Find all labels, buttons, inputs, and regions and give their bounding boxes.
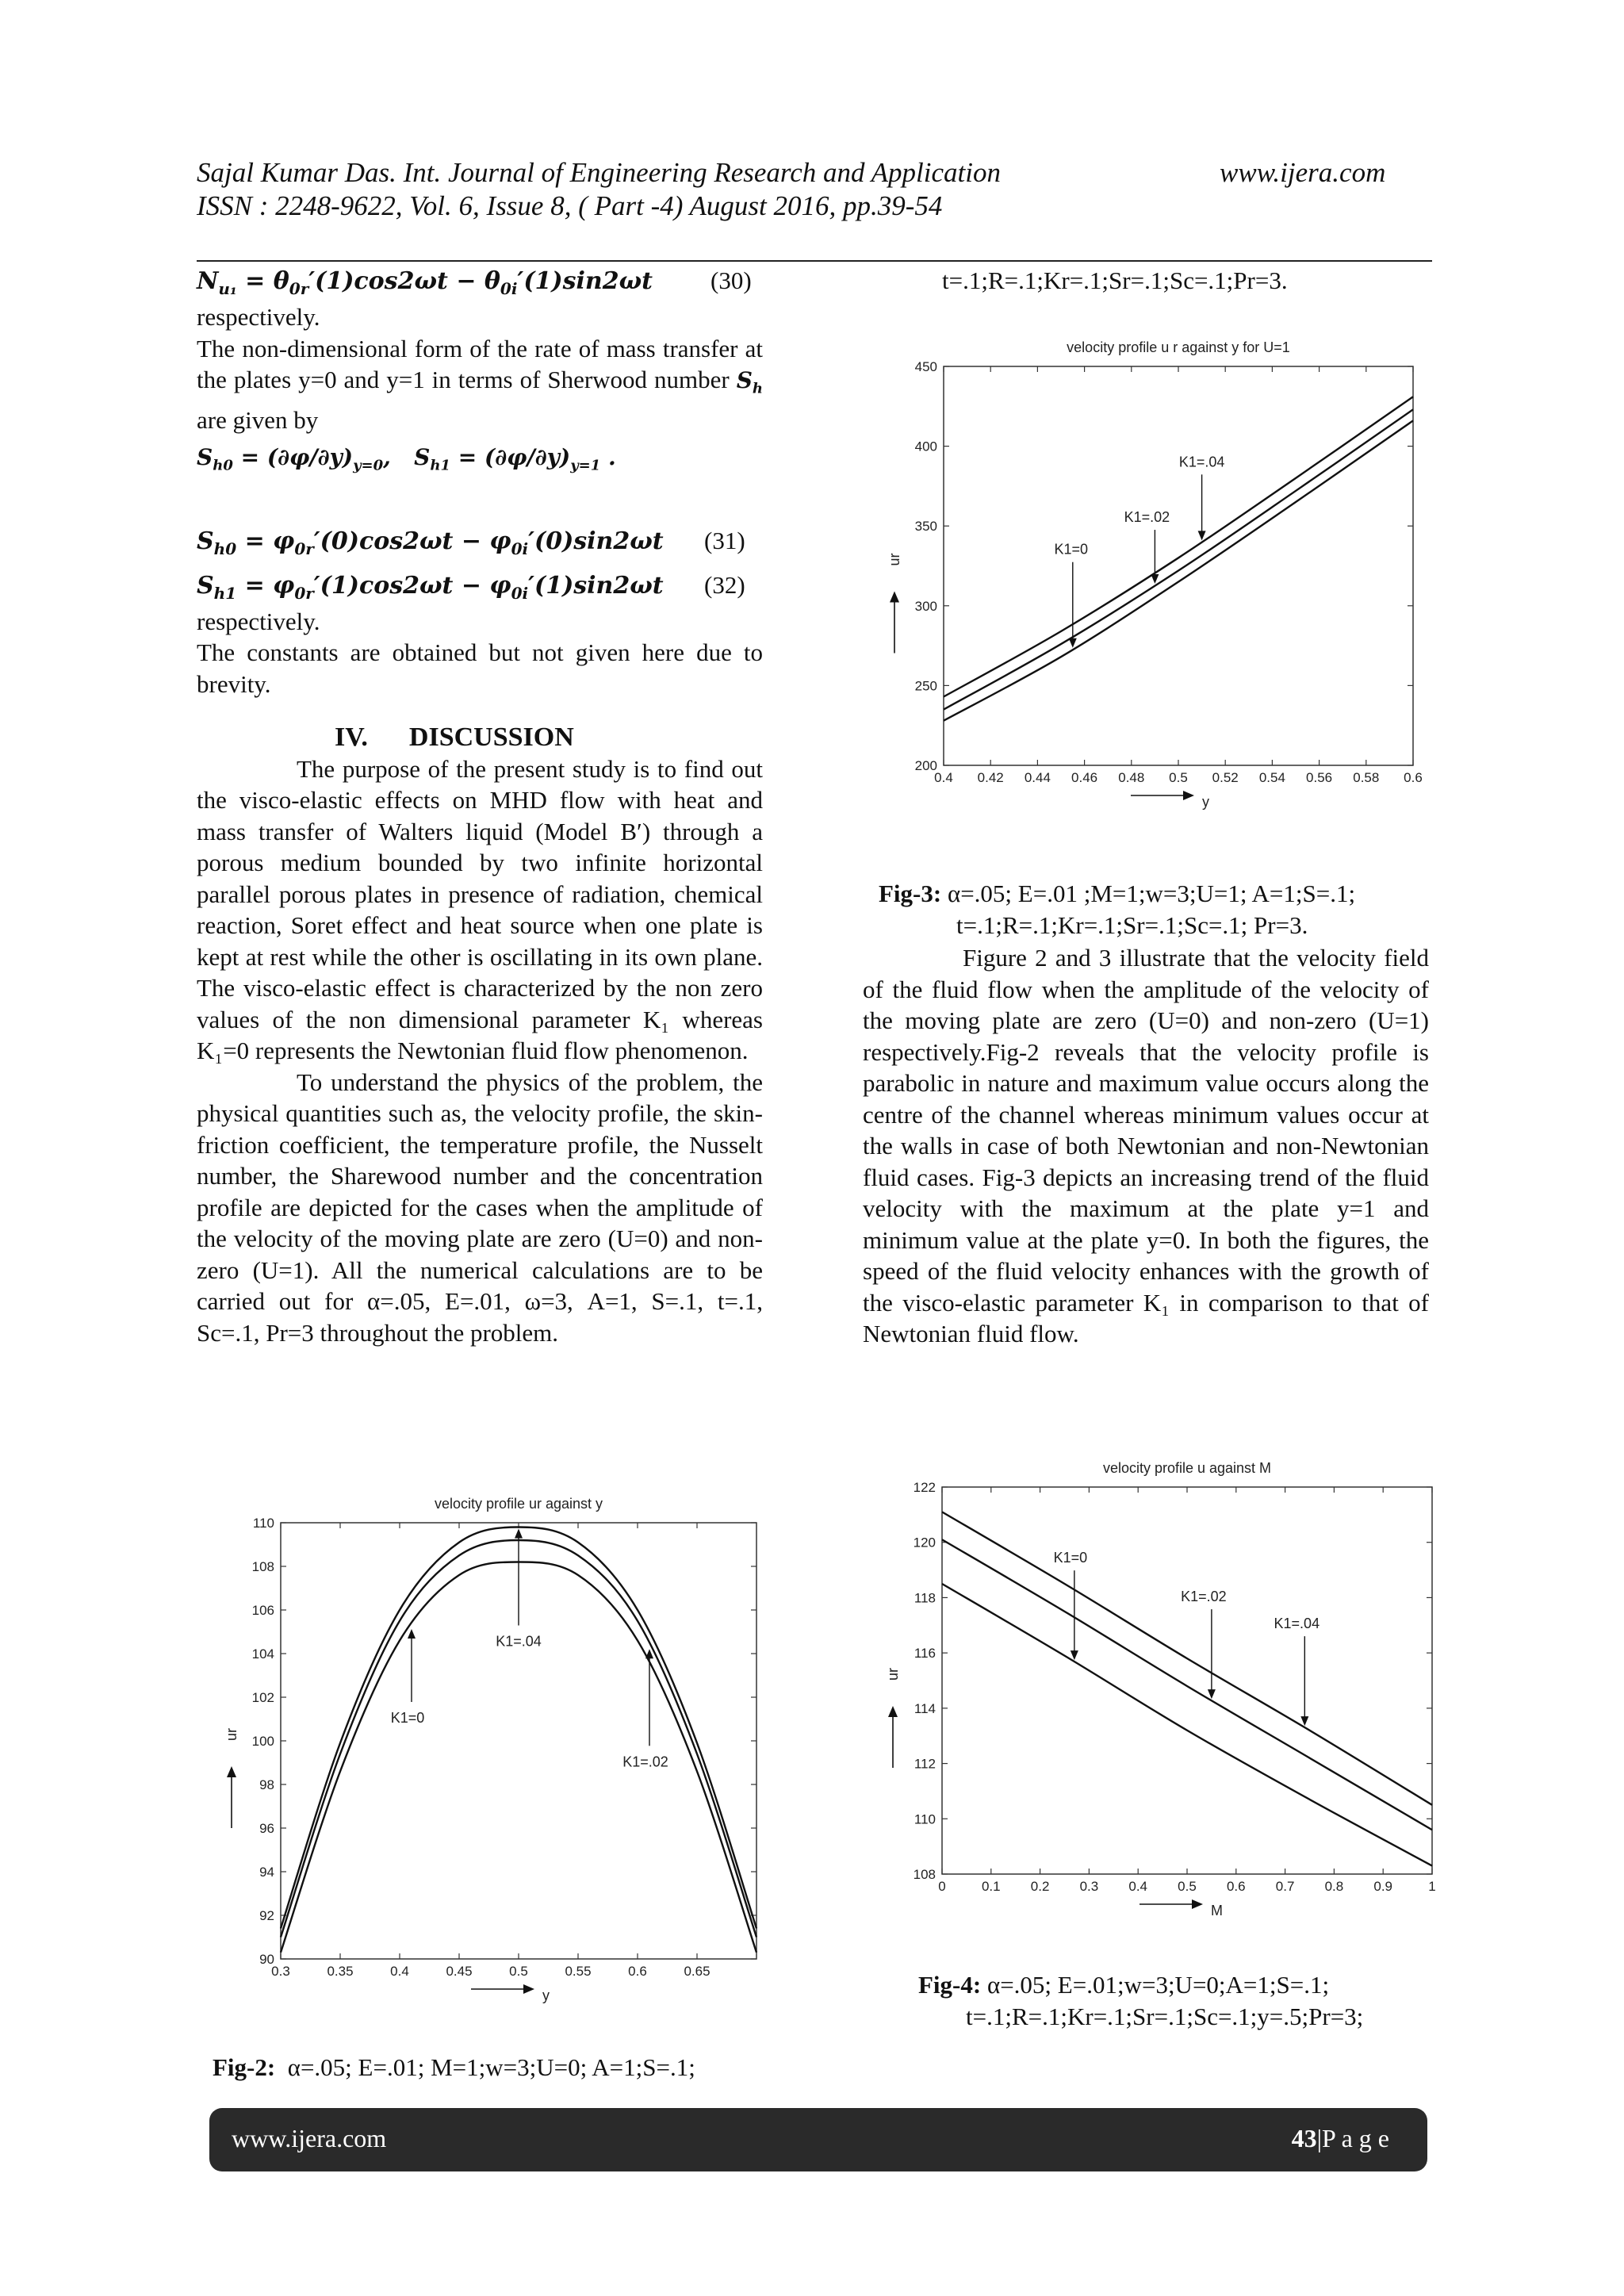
y-tick-label: 108 xyxy=(251,1559,274,1574)
footer-website[interactable]: www.ijera.com xyxy=(232,2124,387,2152)
respectively-2: respectively. xyxy=(197,607,320,635)
y-tick-label: 114 xyxy=(914,1700,936,1716)
y-tick-label: 108 xyxy=(913,1867,936,1882)
x-axis-label: y xyxy=(542,1987,550,2003)
y-tick-label: 98 xyxy=(259,1777,274,1792)
x-tick-label: 0.45 xyxy=(446,1964,473,1979)
x-tick-label: 0.8 xyxy=(1324,1879,1344,1894)
eq32-number: (32) xyxy=(704,570,745,599)
chart-title: velocity profile u r against y for U=1 xyxy=(1067,339,1290,355)
annotation-label: K1=.04 xyxy=(1274,1616,1320,1632)
y-tick-label: 200 xyxy=(914,758,937,773)
x-tick-label: 0.35 xyxy=(327,1964,354,1979)
eq31-number: (31) xyxy=(704,526,745,554)
fig4-chart xyxy=(879,1443,1450,1967)
annotation-label: K1=.04 xyxy=(1178,454,1225,470)
x-tick-label: 0.56 xyxy=(1306,770,1333,785)
y-tick-label: 94 xyxy=(259,1865,274,1880)
page-footer xyxy=(209,2108,1427,2171)
y-tick-label: 450 xyxy=(914,359,937,374)
x-tick-label: 0.44 xyxy=(1024,770,1051,785)
x-tick-label: 0.54 xyxy=(1258,770,1285,785)
x-tick-label: 0.42 xyxy=(977,770,1004,785)
constants-note: The constants are obtained but not given here due to brevity. xyxy=(197,638,763,698)
discussion-paragraph-2: To understand the physics of the problem, the physical quantities such as, the velocity profile, the skin-friction coefficient, the temperature profile, the Nusselt number, the Sharewood number and the concentration profile are depicted for the cases when the amplitude of the velocity of the moving plate are zero (U=0) and non-zero (U=1). All the numerical calculations are to be carried out for α=.05, E=.01, ω=3, A=1, S=.1, t=.1, Sc=.1, Pr=3 throughout the problem. xyxy=(197,1068,763,1347)
y-tick-label: 106 xyxy=(251,1603,274,1618)
x-tick-label: 1 xyxy=(1428,1879,1436,1894)
equation-31 xyxy=(197,525,763,569)
y-tick-label: 90 xyxy=(259,1952,274,1967)
x-tick-label: 0.5 xyxy=(1169,770,1188,785)
x-tick-label: 0.52 xyxy=(1212,770,1239,785)
y-axis-label: ur xyxy=(885,1667,901,1681)
x-tick-label: 0.48 xyxy=(1118,770,1145,785)
x-tick-label: 0.3 xyxy=(1079,1879,1099,1894)
x-tick-label: 0.3 xyxy=(271,1964,290,1979)
equation-30 xyxy=(197,265,763,301)
x-tick-label: 0.6 xyxy=(1226,1879,1246,1894)
x-axis-arrowhead xyxy=(523,1984,534,1994)
plot-frame xyxy=(942,1487,1432,1874)
sh0-formula: $S_{h0} = \varphi_{0r}'(0)\cos 2\omega t - \varphi_{0i}'(0)\sin 2\omega t$ xyxy=(197,527,664,558)
y-tick-label: 350 xyxy=(914,519,937,535)
header-citation: Sajal Kumar Das. Int. Journal of Engineering Research and Application xyxy=(197,157,1001,188)
annotation-label: K1=.02 xyxy=(622,1754,668,1770)
annotation-label: K1=0 xyxy=(390,1710,425,1726)
x-tick-label: 0.5 xyxy=(509,1964,528,1979)
y-tick-label: 300 xyxy=(914,598,937,614)
x-tick-label: 0.6 xyxy=(1404,770,1423,785)
y-tick-label: 118 xyxy=(914,1590,936,1606)
x-tick-label: 0.5 xyxy=(1178,1879,1197,1894)
fig2-chart xyxy=(214,1475,785,2046)
sh1-formula: $S_{h1} = \varphi_{0r}'(1)\cos 2\omega t - \varphi_{0i}'(1)\sin 2\omega t$ xyxy=(197,571,664,603)
footer-page: 43|P a g e xyxy=(1291,2124,1389,2152)
sherwood-intro: The non-dimensional form of the rate of mass transfer at the plates y=0 and y=1 in terms of Sherwood number $S_h$ are given by xyxy=(197,334,764,435)
y-tick-label: 400 xyxy=(914,439,937,454)
x-tick-label: 0.7 xyxy=(1275,1879,1295,1894)
discussion-paragraph-3: Figure 2 and 3 illustrate that the velocity field of the fluid flow when the amplitude of the velocity of the moving plate are zero (U=0) and non-zero (U=1) respectively.Fig-2 reveals that the velocity profile is parabolic in nature and maximum value occurs along the centre of the channel whereas minimum values occur at the walls in case of both Newtonian and non-Newtonian fluid cases. Fig-3 depicts an increasing trend of the fluid velocity with the maximum at the plate y=1 and minimum value at the plate y=0. In both the figures, the speed of the fluid velocity enhances with the growth of the visco-elastic parameter K₁ in comparison to that of Newtonian fluid flow. xyxy=(863,944,1429,1347)
fig3-chart xyxy=(864,321,1451,872)
right-top-line: t=.1;R=.1;Kr=.1;Sr=.1;Sc=.1;Pr=3. xyxy=(942,266,1288,294)
y-tick-label: 96 xyxy=(259,1821,274,1836)
x-tick-label: 0.65 xyxy=(684,1964,710,1979)
x-tick-label: 0.6 xyxy=(628,1964,647,1979)
header-rule xyxy=(197,260,1432,262)
chart-title: velocity profile ur against y xyxy=(434,1496,603,1512)
y-tick-label: 122 xyxy=(913,1480,936,1495)
sherwood-symbol: $S_h$ xyxy=(736,367,764,397)
plot-frame xyxy=(944,366,1413,765)
y-tick-label: 102 xyxy=(251,1690,274,1705)
y-tick-label: 92 xyxy=(259,1908,274,1923)
left-column xyxy=(197,265,763,1348)
header-website[interactable]: www.ijera.com xyxy=(1220,157,1386,188)
y-axis-arrowhead xyxy=(888,1706,898,1717)
x-axis-arrowhead xyxy=(1183,791,1194,800)
x-tick-label: 0.55 xyxy=(565,1964,592,1979)
y-tick-label: 120 xyxy=(913,1535,936,1550)
respectively-1: respectively. xyxy=(197,303,320,331)
y-tick-label: 116 xyxy=(914,1646,936,1662)
y-axis-label: ur xyxy=(887,553,902,566)
fig2-caption: Fig-2: α=.05; E=.01; M=1;w=3;U=0; A=1;S=.1; xyxy=(213,2053,695,2081)
x-tick-label: 0 xyxy=(938,1879,946,1894)
y-tick-label: 104 xyxy=(251,1646,274,1662)
nusselt-formula: $N_{u_1} = \theta_{0r}'(1)\cos 2\omega t - \theta_{0i}'(1)\sin 2\omega t$ xyxy=(197,267,653,298)
annotation-label: K1=0 xyxy=(1054,541,1089,558)
sherwood-definitions xyxy=(197,436,763,496)
discussion-paragraph-1: The purpose of the present study is to find out the visco-elastic effects on MHD flow with heat and mass transfer of Walters liquid (Model B′) through a porous medium bounded by two infinite horizontal parallel porous plates in presence of radiation, chemical reaction, Soret effect and heat source when one plate is kept at rest while the other is oscillating in its own plane. The visco-elastic effect is characterized by the non zero values of the non dimensional parameter K₁ whereas K₁=0 represents the Newtonian fluid flow phenomenon. xyxy=(197,754,763,1065)
y-tick-label: 110 xyxy=(914,1811,936,1827)
annotation-label: K1=.02 xyxy=(1124,509,1170,526)
x-tick-label: 0.4 xyxy=(934,770,953,785)
y-tick-label: 110 xyxy=(252,1516,274,1531)
x-tick-label: 0.9 xyxy=(1373,1879,1393,1894)
annotation-label: K1=0 xyxy=(1053,1550,1088,1566)
x-tick-label: 0.58 xyxy=(1353,770,1380,785)
x-axis-label: y xyxy=(1202,794,1209,810)
annotation-label: K1=.02 xyxy=(1181,1589,1227,1605)
x-tick-label: 0.4 xyxy=(1128,1879,1148,1894)
annotation-label: K1=.04 xyxy=(496,1633,542,1650)
chart-title: velocity profile u against M xyxy=(1102,1460,1272,1476)
x-tick-label: 0.46 xyxy=(1071,770,1098,785)
y-axis-arrowhead xyxy=(227,1766,236,1777)
equation-32 xyxy=(197,569,763,606)
fig4-caption: Fig-4: α=.05; E=.01;w=3;U=0;A=1;S=.1; t=.1;R=.1;Kr=.1;Sr=.1;Sc=.1;y=.5;Pr=3; xyxy=(918,1971,1364,2030)
x-tick-label: 0.4 xyxy=(390,1964,409,1979)
section-heading: IV. DISCUSSION xyxy=(335,723,574,753)
y-tick-label: 250 xyxy=(914,678,937,694)
eq30-number: (30) xyxy=(710,266,752,294)
y-axis-label: ur xyxy=(224,1727,239,1741)
y-axis-arrowhead xyxy=(890,592,899,603)
x-tick-label: 0.2 xyxy=(1030,1879,1050,1894)
y-tick-label: 112 xyxy=(914,1756,936,1772)
x-axis-label: M xyxy=(1211,1903,1223,1918)
header-issn: ISSN : 2248-9622, Vol. 6, Issue 8, ( Part -4) August 2016, pp.39-54 xyxy=(197,190,943,221)
fig3-caption: Fig-3: α=.05; E=.01 ;M=1;w=3;U=1; A=1;S=.1; t=.1;R=.1;Kr=.1;Sr=.1;Sc=.1; Pr=3. xyxy=(879,880,1356,939)
y-tick-label: 100 xyxy=(251,1734,274,1749)
x-axis-arrowhead xyxy=(1192,1899,1203,1909)
sh0-definition: $S_{h0} = (\partial\varphi/\partial y)_{y=0}$, $S_{h1} = (\partial\varphi/\partial y)_{y=1}$ . xyxy=(197,443,616,474)
x-tick-label: 0.1 xyxy=(981,1879,1001,1894)
